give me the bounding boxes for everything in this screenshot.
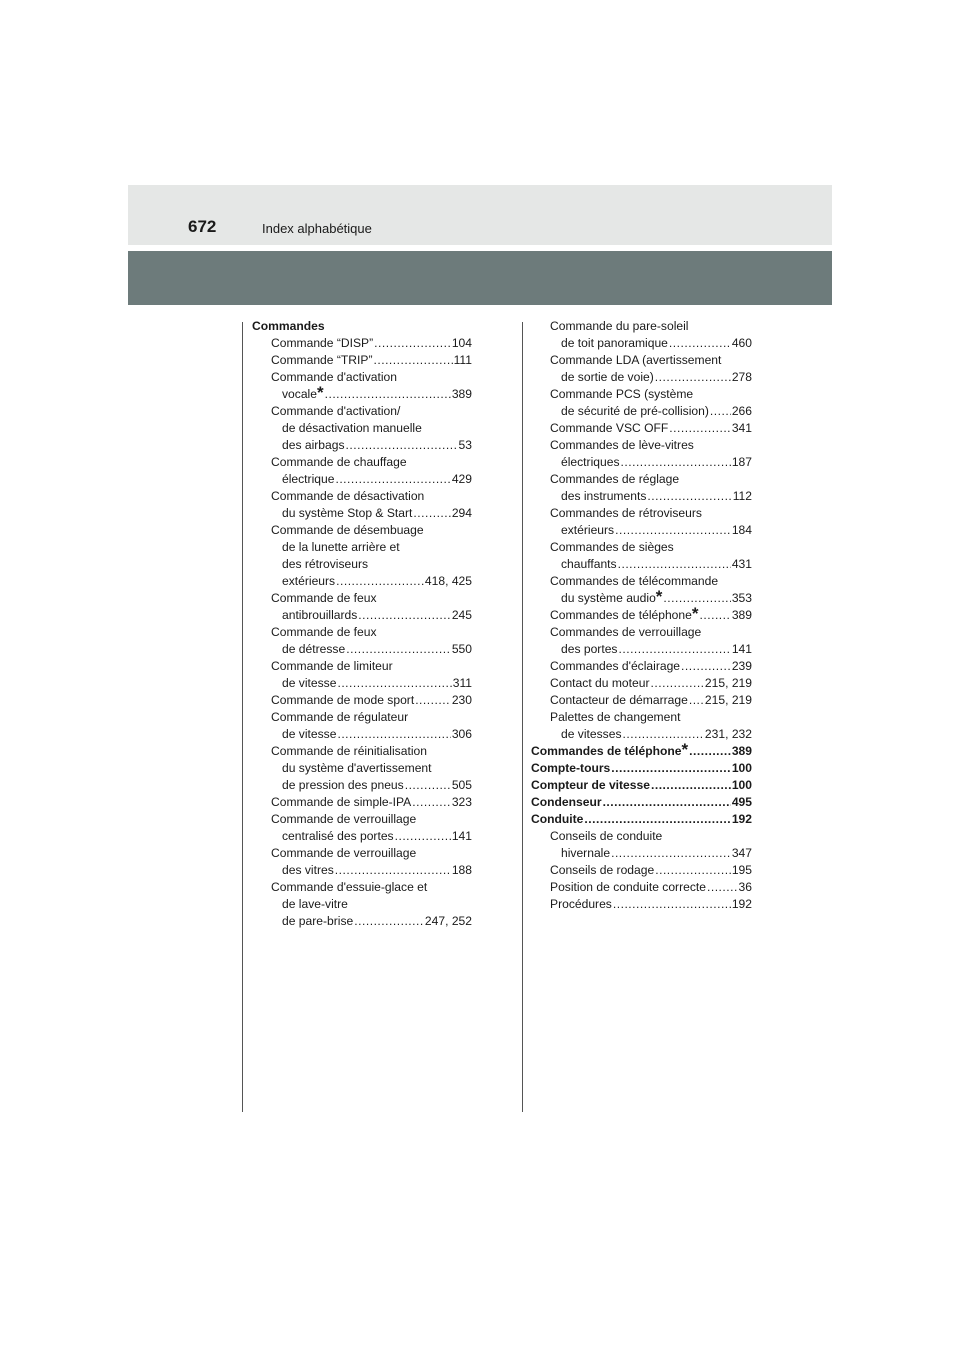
index-entry bbox=[531, 709, 752, 726]
index-entry-label: Commandes bbox=[252, 319, 325, 333]
index-entry-label: Commande VSC OFF bbox=[550, 421, 669, 435]
index-entry bbox=[531, 556, 752, 573]
dot-leader bbox=[337, 726, 450, 743]
index-entry: vocale * ..... 389 bbox=[252, 386, 472, 403]
index-entry bbox=[252, 403, 472, 420]
index-entry bbox=[252, 522, 472, 539]
index-entry-label: extérieurs bbox=[561, 523, 615, 537]
index-entry bbox=[531, 692, 752, 709]
dot-leader bbox=[651, 777, 731, 794]
index-entry-label: électriques bbox=[561, 455, 620, 469]
index-entry-label: Commande de désembuage bbox=[271, 523, 424, 537]
index-entry bbox=[531, 794, 752, 811]
index-entry-page: 239 bbox=[731, 659, 752, 673]
index-entry bbox=[531, 658, 752, 675]
index-entry bbox=[531, 335, 752, 352]
index-entry bbox=[252, 879, 472, 896]
index-entry-label: du système d'avertissement bbox=[282, 761, 432, 775]
index-entry-label: Commandes de téléphone bbox=[531, 744, 682, 758]
index-entry bbox=[252, 539, 472, 556]
index-entry bbox=[252, 352, 472, 369]
index-entry-label: Conseils de conduite bbox=[550, 829, 663, 843]
index-entry-label: Commande du pare-soleil bbox=[550, 319, 689, 333]
index-entry-label: Commande LDA (avertissement bbox=[550, 353, 722, 367]
index-entry-label: Contact du moteur bbox=[550, 676, 650, 690]
index-entry-label: Commandes de rétroviseurs bbox=[550, 506, 702, 520]
dot-leader bbox=[374, 335, 451, 352]
index-entry bbox=[252, 369, 472, 386]
index-entry-label: Commande de feux bbox=[271, 591, 377, 605]
index-entry bbox=[252, 828, 472, 845]
dot-leader bbox=[655, 862, 731, 879]
index-entry-label: Procédures bbox=[550, 897, 612, 911]
index-entry-label: de sécurité de pré-collision) bbox=[561, 404, 709, 418]
index-entry-page: 104 bbox=[451, 336, 472, 350]
index-entry-page: 141 bbox=[451, 829, 472, 843]
header-band bbox=[128, 185, 832, 245]
index-entry bbox=[531, 539, 752, 556]
index-entry-page: 215, 219 bbox=[704, 676, 752, 690]
index-entry bbox=[531, 386, 752, 403]
index-entry-label: Commandes de verrouillage bbox=[550, 625, 702, 639]
index-entry bbox=[531, 454, 752, 471]
index-entry-page: 100 bbox=[731, 778, 752, 792]
page-number: 672 bbox=[188, 217, 217, 236]
index-entry bbox=[531, 879, 752, 896]
index-entry-page: 192 bbox=[731, 897, 752, 911]
index-entry bbox=[252, 607, 472, 624]
dot-leader bbox=[346, 641, 451, 658]
index-entry bbox=[531, 777, 752, 794]
index-entry-label: Commande d'activation bbox=[271, 370, 397, 384]
index-entry bbox=[252, 437, 472, 454]
index-entry-label: Commande “DISP” bbox=[271, 336, 374, 350]
index-entry-page: 389 bbox=[451, 387, 472, 401]
dot-leader bbox=[618, 641, 730, 658]
index-entry bbox=[531, 420, 752, 437]
index-entry-page: 111 bbox=[453, 353, 472, 367]
index-entry-label: du système audio bbox=[561, 591, 656, 605]
index-entry-label: hivernale bbox=[561, 846, 611, 860]
index-entry-page: 429 bbox=[451, 472, 472, 486]
dot-leader bbox=[337, 675, 451, 692]
index-entry bbox=[252, 505, 472, 522]
dot-leader bbox=[395, 828, 451, 845]
index-entry-label: Commande de feux bbox=[271, 625, 377, 639]
index-entry-label: de vitesses bbox=[561, 727, 622, 741]
dot-leader bbox=[615, 522, 731, 539]
dot-leader bbox=[358, 607, 451, 624]
index-entry bbox=[531, 318, 752, 335]
index-entry-page: 294 bbox=[451, 506, 472, 520]
dot-leader bbox=[669, 420, 731, 437]
index-entry-label: de vitesse bbox=[282, 727, 337, 741]
index-entry: Commandes de téléphone * ..... 389 bbox=[531, 743, 752, 760]
dot-leader bbox=[669, 335, 731, 352]
index-entry-label: Commande de simple-IPA bbox=[271, 795, 412, 809]
index-entry bbox=[252, 420, 472, 437]
index-entry bbox=[252, 862, 472, 879]
index-entry bbox=[252, 454, 472, 471]
index-entry-label: Commande de verrouillage bbox=[271, 812, 417, 826]
index-entry-label: des airbags bbox=[282, 438, 345, 452]
index-entry bbox=[531, 522, 752, 539]
index-entry bbox=[531, 573, 752, 590]
index-entry-label: Commandes de téléphone bbox=[550, 608, 692, 622]
index-entry-page: 188 bbox=[451, 863, 472, 877]
dot-leader bbox=[584, 811, 730, 828]
index-entry-label: Commande de verrouillage bbox=[271, 846, 417, 860]
index-entry bbox=[252, 845, 472, 862]
index-entry-label: des rétroviseurs bbox=[282, 557, 369, 571]
index-entry-label: des portes bbox=[561, 642, 618, 656]
index-entry-label: Contacteur de démarrage bbox=[550, 693, 688, 707]
dot-leader bbox=[618, 556, 731, 573]
index-entry bbox=[252, 692, 472, 709]
index-entry-label: Commandes de lève-vitres bbox=[550, 438, 694, 452]
index-entry-label: Commande de désactivation bbox=[271, 489, 425, 503]
index-entry-label: Commande d'activation/ bbox=[271, 404, 401, 418]
index-entry-label: Palettes de changement bbox=[550, 710, 681, 724]
index-entry-label: électrique bbox=[282, 472, 335, 486]
index-entry-label: des instruments bbox=[561, 489, 647, 503]
index-entry-page: 100 bbox=[731, 761, 752, 775]
index-entry-label: antibrouillards bbox=[282, 608, 358, 622]
index-entry bbox=[531, 471, 752, 488]
index-entry-page: 195 bbox=[731, 863, 752, 877]
index-entry-page: 418, 425 bbox=[424, 574, 472, 588]
dot-leader bbox=[689, 743, 731, 760]
index-entry-page: 505 bbox=[451, 778, 472, 792]
index-entry bbox=[531, 624, 752, 641]
index-entry bbox=[252, 777, 472, 794]
index-entry bbox=[531, 437, 752, 454]
index-entry-label: Commandes de sièges bbox=[550, 540, 674, 554]
index-entry bbox=[252, 811, 472, 828]
index-entry bbox=[252, 318, 472, 335]
index-entry-label: Conseils de rodage bbox=[550, 863, 655, 877]
index-entry bbox=[531, 403, 752, 420]
index-entry-label: Commande “TRIP” bbox=[271, 353, 373, 367]
dot-leader bbox=[603, 794, 731, 811]
index-entry-label: vocale bbox=[282, 387, 317, 401]
dot-leader bbox=[623, 726, 704, 743]
index-entry-label: de pression des pneus bbox=[282, 778, 404, 792]
index-entry bbox=[252, 573, 472, 590]
index-entry bbox=[531, 488, 752, 505]
index-entry bbox=[252, 335, 472, 352]
index-entry bbox=[252, 896, 472, 913]
index-entry-label: centralisé des portes bbox=[282, 829, 394, 843]
index-entry-label: des vitres bbox=[282, 863, 334, 877]
index-entry: du système audio * ..... 353 bbox=[531, 590, 752, 607]
index-entry-label: de lave-vitre bbox=[282, 897, 348, 911]
index-entry-page: 230 bbox=[451, 693, 472, 707]
dot-leader bbox=[412, 794, 451, 811]
index-entry-label: de désactivation manuelle bbox=[282, 421, 422, 435]
index-entry-page: 341 bbox=[731, 421, 752, 435]
index-entry-page: 245 bbox=[451, 608, 472, 622]
dot-leader bbox=[325, 386, 451, 403]
index-entry bbox=[252, 913, 472, 930]
index-entry-label: Conduite bbox=[531, 812, 584, 826]
index-entry-page: 266 bbox=[731, 404, 752, 418]
index-entry bbox=[252, 488, 472, 505]
index-entry bbox=[252, 726, 472, 743]
index-entry-page: 389 bbox=[731, 608, 752, 622]
index-entry bbox=[531, 641, 752, 658]
index-entry-label: Commandes d'éclairage bbox=[550, 659, 681, 673]
dot-leader bbox=[655, 369, 731, 386]
dot-leader bbox=[354, 913, 424, 930]
dot-leader bbox=[621, 454, 731, 471]
index-entry bbox=[252, 760, 472, 777]
index-entry bbox=[531, 845, 752, 862]
index-entry-label: du système Stop & Start bbox=[282, 506, 413, 520]
index-entry bbox=[531, 862, 752, 879]
index-entry-label: Commande de limiteur bbox=[271, 659, 393, 673]
index-entry-page: 278 bbox=[731, 370, 752, 384]
dot-leader bbox=[346, 437, 458, 454]
dot-leader bbox=[335, 471, 450, 488]
index-entry-label: de sortie de voie) bbox=[561, 370, 654, 384]
index-entry-label: extérieurs bbox=[282, 574, 336, 588]
index-column-left bbox=[252, 318, 472, 930]
dot-leader bbox=[681, 658, 731, 675]
index-entry bbox=[531, 505, 752, 522]
index-entry-page: 192 bbox=[731, 812, 752, 826]
index-entry bbox=[531, 811, 752, 828]
index-entry-page: 550 bbox=[451, 642, 472, 656]
index-entry-page: 184 bbox=[731, 523, 752, 537]
index-entry-page: 53 bbox=[458, 438, 472, 452]
dot-leader bbox=[405, 777, 451, 794]
index-entry bbox=[531, 726, 752, 743]
index-entry bbox=[531, 896, 752, 913]
index-entry-page: 353 bbox=[731, 591, 752, 605]
dot-leader bbox=[373, 352, 452, 369]
index-entry-page: 347 bbox=[731, 846, 752, 860]
dot-leader bbox=[611, 845, 731, 862]
index-entry-page: 460 bbox=[731, 336, 752, 350]
index-entry-label: Commande de régulateur bbox=[271, 710, 409, 724]
index-entry bbox=[252, 556, 472, 573]
dot-leader bbox=[336, 573, 424, 590]
index-entry-page: 187 bbox=[731, 455, 752, 469]
index-entry bbox=[531, 828, 752, 845]
index-entry bbox=[531, 369, 752, 386]
dot-leader bbox=[700, 607, 731, 624]
index-entry-page: 215, 219 bbox=[704, 693, 752, 707]
index-entry bbox=[531, 352, 752, 369]
dot-leader bbox=[710, 403, 731, 420]
index-entry-page: 231, 232 bbox=[704, 727, 752, 741]
index-entry-label: Position de conduite correcte bbox=[550, 880, 706, 894]
index-entry-label: Compteur de vitesse bbox=[531, 778, 650, 792]
index-entry-page: 389 bbox=[731, 744, 752, 758]
dot-leader bbox=[647, 488, 731, 505]
dot-leader bbox=[611, 760, 731, 777]
index-entry-label: Commandes de réglage bbox=[550, 472, 680, 486]
index-entry bbox=[252, 471, 472, 488]
dot-leader bbox=[415, 692, 451, 709]
index-entry: Commandes de téléphone * ..... 389 bbox=[531, 607, 752, 624]
index-entry-label: de toit panoramique bbox=[561, 336, 668, 350]
index-entry-page: 311 bbox=[452, 676, 472, 690]
index-entry bbox=[252, 675, 472, 692]
index-entry-page: 495 bbox=[731, 795, 752, 809]
index-entry bbox=[252, 743, 472, 760]
index-column-right bbox=[531, 318, 752, 913]
index-entry bbox=[252, 658, 472, 675]
index-entry-label: Commande de réinitialisation bbox=[271, 744, 427, 758]
index-entry-page: 36 bbox=[738, 880, 752, 894]
dot-leader bbox=[335, 862, 451, 879]
left-column-rule bbox=[242, 322, 243, 1112]
index-entry-label: de pare-brise bbox=[282, 914, 354, 928]
index-entry bbox=[252, 709, 472, 726]
index-entry-label: Commande d'essuie-glace et bbox=[271, 880, 428, 894]
index-entry bbox=[531, 675, 752, 692]
index-entry-label: de vitesse bbox=[282, 676, 337, 690]
index-entry-page: 112 bbox=[732, 489, 752, 503]
index-entry bbox=[252, 641, 472, 658]
title-band bbox=[128, 251, 832, 305]
dot-leader bbox=[651, 675, 704, 692]
dot-leader bbox=[613, 896, 731, 913]
index-entry-label: Commande de chauffage bbox=[271, 455, 407, 469]
index-entry-page: 306 bbox=[451, 727, 472, 741]
section-title: Index alphabétique bbox=[262, 221, 372, 236]
dot-leader bbox=[413, 505, 450, 522]
index-entry-page: 431 bbox=[731, 557, 752, 571]
index-entry-page: 247, 252 bbox=[424, 914, 472, 928]
index-entry-label: Condenseur bbox=[531, 795, 602, 809]
index-entry-label: chauffants bbox=[561, 557, 617, 571]
index-entry-label: Commande PCS (système bbox=[550, 387, 694, 401]
index-entry-page: 323 bbox=[451, 795, 472, 809]
index-entry-label: de la lunette arrière et bbox=[282, 540, 400, 554]
dot-leader bbox=[707, 879, 738, 896]
index-entry-label: de détresse bbox=[282, 642, 346, 656]
index-entry bbox=[531, 760, 752, 777]
index-entry-page: 141 bbox=[731, 642, 752, 656]
right-column-rule bbox=[522, 322, 523, 1112]
index-entry bbox=[252, 590, 472, 607]
index-entry bbox=[252, 794, 472, 811]
dot-leader bbox=[689, 692, 704, 709]
index-entry-label: Commande de mode sport bbox=[271, 693, 415, 707]
index-entry bbox=[252, 624, 472, 641]
index-entry-label: Commandes de télécommande bbox=[550, 574, 719, 588]
index-entry-label: Compte-tours bbox=[531, 761, 611, 775]
